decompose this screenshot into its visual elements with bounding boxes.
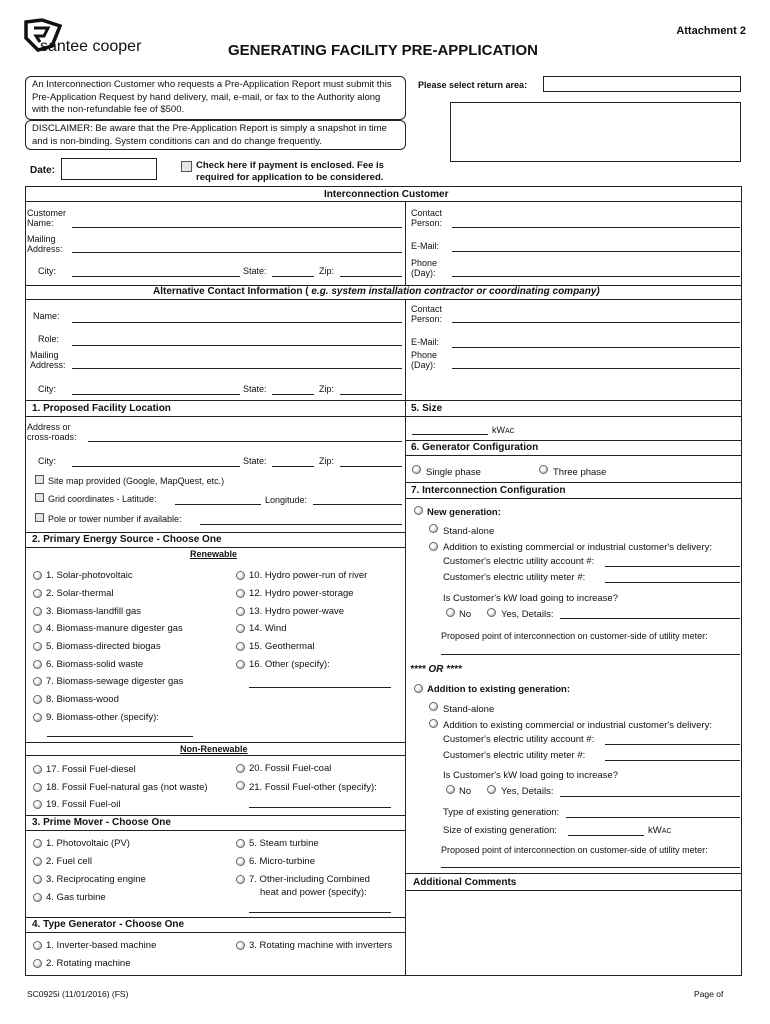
existing-yes-label: Yes, Details:	[501, 786, 554, 797]
energy-option-2: 2. Solar-thermal	[46, 588, 114, 599]
type-generator-header: 4. Type Generator - Choose One	[32, 919, 185, 930]
alt-name-input[interactable]	[72, 322, 402, 323]
location-city-label: City:	[38, 456, 56, 466]
energy-option-21-radio[interactable]	[236, 781, 245, 790]
energy-other-right-input[interactable]	[249, 687, 391, 688]
existing-no-radio[interactable]	[446, 785, 455, 794]
energy-option-6: 6. Biomass-solid waste	[46, 659, 144, 670]
date-label: Date:	[30, 165, 56, 176]
energy-option-17-radio[interactable]	[33, 765, 42, 774]
customer-phone-label: Phone (Day):	[411, 258, 438, 278]
new-no-radio[interactable]	[446, 608, 455, 617]
prime-option-7-cont: heat and power (specify):	[260, 887, 367, 898]
customer-mailing-input[interactable]	[72, 252, 402, 253]
energy-option-10: 10. Hydro power-run of river	[249, 570, 368, 581]
existing-account-input[interactable]	[605, 744, 740, 745]
energy-nr-other-input[interactable]	[249, 807, 391, 808]
alt-contact-header: Alternative Contact Information ( e.g. system installation contractor or coordinating company)	[153, 286, 600, 297]
additional-comments-input[interactable]	[406, 891, 741, 975]
alt-email-input[interactable]	[452, 347, 740, 348]
alt-phone-input[interactable]	[452, 368, 740, 369]
type-existing-label: Type of existing generation:	[443, 807, 560, 818]
site-map-label: Site map provided (Google, MapQuest, etc.)	[48, 476, 225, 486]
energy-option-13-radio[interactable]	[236, 607, 245, 616]
additional-comments-header: Additional Comments	[413, 877, 517, 888]
energy-option-12-radio[interactable]	[236, 589, 245, 598]
customer-contact-input[interactable]	[452, 227, 740, 228]
existing-kw-increase-label: Is Customer's kW load going to increase?	[443, 770, 619, 781]
gentype-option-3-radio[interactable]	[236, 941, 245, 950]
latitude-input[interactable]	[175, 504, 261, 505]
alt-email-label: E-Mail:	[411, 337, 440, 347]
latitude-label: Grid coordinates - Latitude:	[48, 494, 157, 504]
single-phase-radio[interactable]	[412, 465, 421, 474]
size-unit: kWAC	[492, 425, 515, 435]
alt-name-label: Name:	[33, 311, 60, 321]
energy-option-4: 4. Biomass-manure digester gas	[46, 623, 183, 634]
energy-header: 2. Primary Energy Source - Choose One	[32, 534, 222, 545]
attachment-label: Attachment 2	[676, 25, 746, 37]
energy-option-20: 20. Fossil Fuel-coal	[249, 763, 332, 774]
existing-yes-details-input[interactable]	[560, 796, 740, 797]
energy-option-5-radio[interactable]	[33, 642, 42, 651]
energy-option-15: 15. Geothermal	[249, 641, 315, 652]
alt-mailing-input[interactable]	[72, 368, 402, 369]
energy-option-18: 18. Fossil Fuel-natural gas (not waste)	[46, 782, 208, 793]
energy-option-9-radio[interactable]	[33, 713, 42, 722]
prime-option-4: 4. Gas turbine	[46, 892, 106, 903]
date-input[interactable]	[61, 158, 157, 180]
energy-option-19: 19. Fossil Fuel-oil	[46, 799, 121, 810]
alt-city-label: City:	[38, 384, 56, 394]
gentype-option-3: 3. Rotating machine with inverters	[249, 940, 393, 951]
customer-zip-input[interactable]	[340, 276, 402, 277]
energy-option-15-radio[interactable]	[236, 642, 245, 651]
payment-checkbox[interactable]	[181, 161, 192, 172]
customer-city-input[interactable]	[72, 276, 240, 277]
pole-checkbox[interactable]	[35, 513, 44, 522]
energy-option-1: 1. Solar-photovoltaic	[46, 570, 133, 581]
new-kw-increase-label: Is Customer's kW load going to increase?	[443, 593, 619, 604]
size-header: 5. Size	[411, 403, 443, 414]
prime-option-5: 5. Steam turbine	[249, 838, 319, 849]
prime-mover-header: 3. Prime Mover - Choose One	[32, 817, 171, 828]
energy-option-8: 8. Biomass-wood	[46, 694, 119, 705]
alt-zip-input[interactable]	[340, 394, 402, 395]
page-title: GENERATING FACILITY PRE-APPLICATION	[228, 42, 539, 59]
prime-other-input[interactable]	[249, 912, 391, 913]
new-standalone-radio[interactable]	[429, 524, 438, 533]
disclaimer-box	[25, 120, 406, 150]
energy-option-16-radio[interactable]	[236, 660, 245, 669]
customer-name-input[interactable]	[72, 227, 402, 228]
form-frame	[25, 186, 742, 976]
size-existing-unit: kWAC	[648, 825, 672, 836]
interconnection-header: 7. Interconnection Configuration	[411, 485, 566, 496]
alt-zip-label: Zip:	[319, 384, 335, 394]
customer-email-label: E-Mail:	[411, 241, 440, 251]
energy-option-8-radio[interactable]	[33, 695, 42, 704]
energy-option-4-radio[interactable]	[33, 624, 42, 633]
customer-email-input[interactable]	[452, 251, 740, 252]
location-state-label: State:	[243, 456, 267, 466]
prime-option-6-radio[interactable]	[236, 857, 245, 866]
energy-option-3: 3. Biomass-landfill gas	[46, 606, 142, 617]
location-state-input[interactable]	[272, 466, 314, 467]
energy-option-17: 17. Fossil Fuel-diesel	[46, 764, 136, 775]
notice-box	[25, 76, 406, 120]
alt-phone-label: Phone (Day):	[411, 350, 438, 370]
prime-option-4-radio[interactable]	[33, 893, 42, 902]
location-address-label: Address or cross-roads:	[27, 422, 77, 442]
energy-option-16: 16. Other (specify):	[249, 659, 330, 670]
site-map-checkbox[interactable]	[35, 475, 44, 484]
alt-state-input[interactable]	[272, 394, 314, 395]
alt-mailing-label: Mailing Address:	[30, 350, 66, 370]
existing-standalone-label: Stand-alone	[443, 704, 495, 715]
location-city-input[interactable]	[72, 466, 240, 467]
energy-option-2-radio[interactable]	[33, 589, 42, 598]
renewable-label: Renewable	[190, 549, 238, 559]
existing-standalone-radio[interactable]	[429, 702, 438, 711]
existing-generation-radio[interactable]	[414, 684, 423, 693]
energy-option-18-radio[interactable]	[33, 783, 42, 792]
pole-label: Pole or tower number if available:	[48, 514, 182, 524]
new-account-label: Customer's electric utility account #:	[443, 556, 595, 567]
grid-coords-checkbox[interactable]	[35, 493, 44, 502]
three-phase-radio[interactable]	[539, 465, 548, 474]
page-number: Page of	[694, 989, 724, 999]
size-existing-label: Size of existing generation:	[443, 825, 558, 836]
prime-option-2: 2. Fuel cell	[46, 856, 92, 867]
energy-option-14: 14. Wind	[249, 623, 287, 634]
customer-state-input[interactable]	[272, 276, 314, 277]
gen-config-header: 6. Generator Configuration	[411, 442, 539, 453]
customer-mailing-label: Mailing Address:	[27, 234, 63, 254]
existing-addition-radio[interactable]	[429, 719, 438, 728]
energy-option-5: 5. Biomass-directed biogas	[46, 641, 161, 652]
longitude-input[interactable]	[313, 504, 402, 505]
new-proposed-point-label: Proposed point of interconnection on customer-side of utility meter:	[441, 631, 708, 641]
alt-contact-input[interactable]	[452, 322, 740, 323]
alt-contact-label: Contact Person:	[411, 304, 443, 324]
energy-option-20-radio[interactable]	[236, 764, 245, 773]
type-existing-input[interactable]	[566, 817, 740, 818]
energy-option-7: 7. Biomass-sewage digester gas	[46, 676, 184, 687]
three-phase-label: Three phase	[553, 467, 607, 478]
location-zip-label: Zip:	[319, 456, 335, 466]
alt-state-label: State:	[243, 384, 267, 394]
existing-meter-input[interactable]	[605, 760, 740, 761]
existing-proposed-point-input[interactable]	[441, 867, 740, 868]
location-zip-input[interactable]	[340, 466, 402, 467]
prime-option-3-radio[interactable]	[33, 875, 42, 884]
energy-option-1-radio[interactable]	[33, 571, 42, 580]
return-area-box[interactable]	[450, 102, 741, 162]
energy-option-9: 9. Biomass-other (specify):	[46, 712, 159, 723]
size-existing-input[interactable]	[568, 835, 644, 836]
notice-text: An Interconnection Customer who requests a Pre-Application Report must submit this Pre-Application Request by hand delivery, mail, e-mail, or fax to the Authority along with the non-refundable fee of $500.	[32, 79, 392, 115]
customer-phone-input[interactable]	[452, 276, 740, 277]
new-yes-radio[interactable]	[487, 608, 496, 617]
gentype-option-1: 1. Inverter-based machine	[46, 940, 157, 951]
existing-addition-label: Addition to existing commercial or industrial customer's delivery:	[443, 720, 712, 731]
energy-option-21: 21. Fossil Fuel-other (specify):	[249, 782, 377, 793]
existing-account-label: Customer's electric utility account #:	[443, 734, 595, 745]
existing-no-label: No	[459, 786, 472, 797]
alt-role-input[interactable]	[72, 345, 402, 346]
prime-option-2-radio[interactable]	[33, 857, 42, 866]
disclaimer-text: DISCLAIMER: Be aware that the Pre-Application Report is simply a snapshot in time and is non-binding. System conditions can and do change frequently.	[32, 123, 387, 147]
new-generation-radio[interactable]	[414, 506, 423, 515]
alt-role-label: Role:	[38, 334, 60, 344]
energy-option-10-radio[interactable]	[236, 571, 245, 580]
new-addition-label: Addition to existing commercial or industrial customer's delivery:	[443, 542, 712, 553]
single-phase-label: Single phase	[426, 467, 481, 478]
new-no-label: No	[459, 609, 472, 620]
alt-city-input[interactable]	[72, 394, 240, 395]
pole-input[interactable]	[200, 524, 402, 525]
prime-option-5-radio[interactable]	[236, 839, 245, 848]
nonrenewable-label: Non-Renewable	[180, 744, 248, 754]
energy-option-13: 13. Hydro power-wave	[249, 606, 345, 617]
energy-other-left-input[interactable]	[47, 736, 193, 737]
customer-section-header: Interconnection Customer	[324, 189, 449, 200]
new-generation-label: New generation:	[427, 507, 501, 518]
prime-option-1: 1. Photovoltaic (PV)	[46, 838, 130, 849]
energy-option-19-radio[interactable]	[33, 800, 42, 809]
or-separator: **** OR ****	[410, 664, 462, 675]
customer-zip-label: Zip:	[319, 266, 335, 276]
existing-proposed-point-label: Proposed point of interconnection on customer-side of utility meter:	[441, 845, 708, 855]
longitude-label: Longitude:	[265, 495, 308, 505]
new-standalone-label: Stand-alone	[443, 526, 495, 537]
new-yes-label: Yes, Details:	[501, 609, 554, 620]
energy-option-14-radio[interactable]	[236, 624, 245, 633]
new-proposed-point-input[interactable]	[441, 654, 740, 655]
gentype-option-1-radio[interactable]	[33, 941, 42, 950]
size-input[interactable]	[412, 434, 488, 435]
location-header: 1. Proposed Facility Location	[32, 403, 171, 414]
new-meter-input[interactable]	[605, 582, 740, 583]
return-area-label: Please select return area:	[418, 80, 528, 90]
energy-option-3-radio[interactable]	[33, 607, 42, 616]
new-addition-radio[interactable]	[429, 542, 438, 551]
form-id: SC0925i (11/01/2016) (FS)	[27, 989, 129, 999]
energy-option-12: 12. Hydro power-storage	[249, 588, 354, 599]
customer-contact-label: Contact Person:	[411, 208, 443, 228]
prime-option-1-radio[interactable]	[33, 839, 42, 848]
customer-city-label: City:	[38, 266, 56, 276]
location-address-input[interactable]	[88, 441, 402, 442]
existing-meter-label: Customer's electric utility meter #:	[443, 750, 586, 761]
prime-option-7-radio[interactable]	[236, 875, 245, 884]
payment-check-line2: required for application to be considered.	[196, 172, 384, 183]
gentype-option-2: 2. Rotating machine	[46, 958, 131, 969]
existing-yes-radio[interactable]	[487, 785, 496, 794]
payment-check-line1: Check here if payment is enclosed. Fee is	[196, 160, 384, 171]
new-yes-details-input[interactable]	[560, 618, 740, 619]
return-area-select[interactable]	[543, 76, 741, 92]
customer-state-label: State:	[243, 266, 267, 276]
energy-option-7-radio[interactable]	[33, 677, 42, 686]
new-meter-label: Customer's electric utility meter #:	[443, 572, 586, 583]
prime-option-6: 6. Micro-turbine	[249, 856, 315, 867]
logo-text: santee cooper	[40, 38, 142, 55]
prime-option-3: 3. Reciprocating engine	[46, 874, 146, 885]
energy-option-6-radio[interactable]	[33, 660, 42, 669]
customer-name-label: Customer Name:	[27, 208, 67, 228]
gentype-option-2-radio[interactable]	[33, 959, 42, 968]
prime-option-7: 7. Other-including Combined	[249, 874, 370, 885]
existing-generation-label: Addition to existing generation:	[427, 684, 571, 695]
new-account-input[interactable]	[605, 566, 740, 567]
